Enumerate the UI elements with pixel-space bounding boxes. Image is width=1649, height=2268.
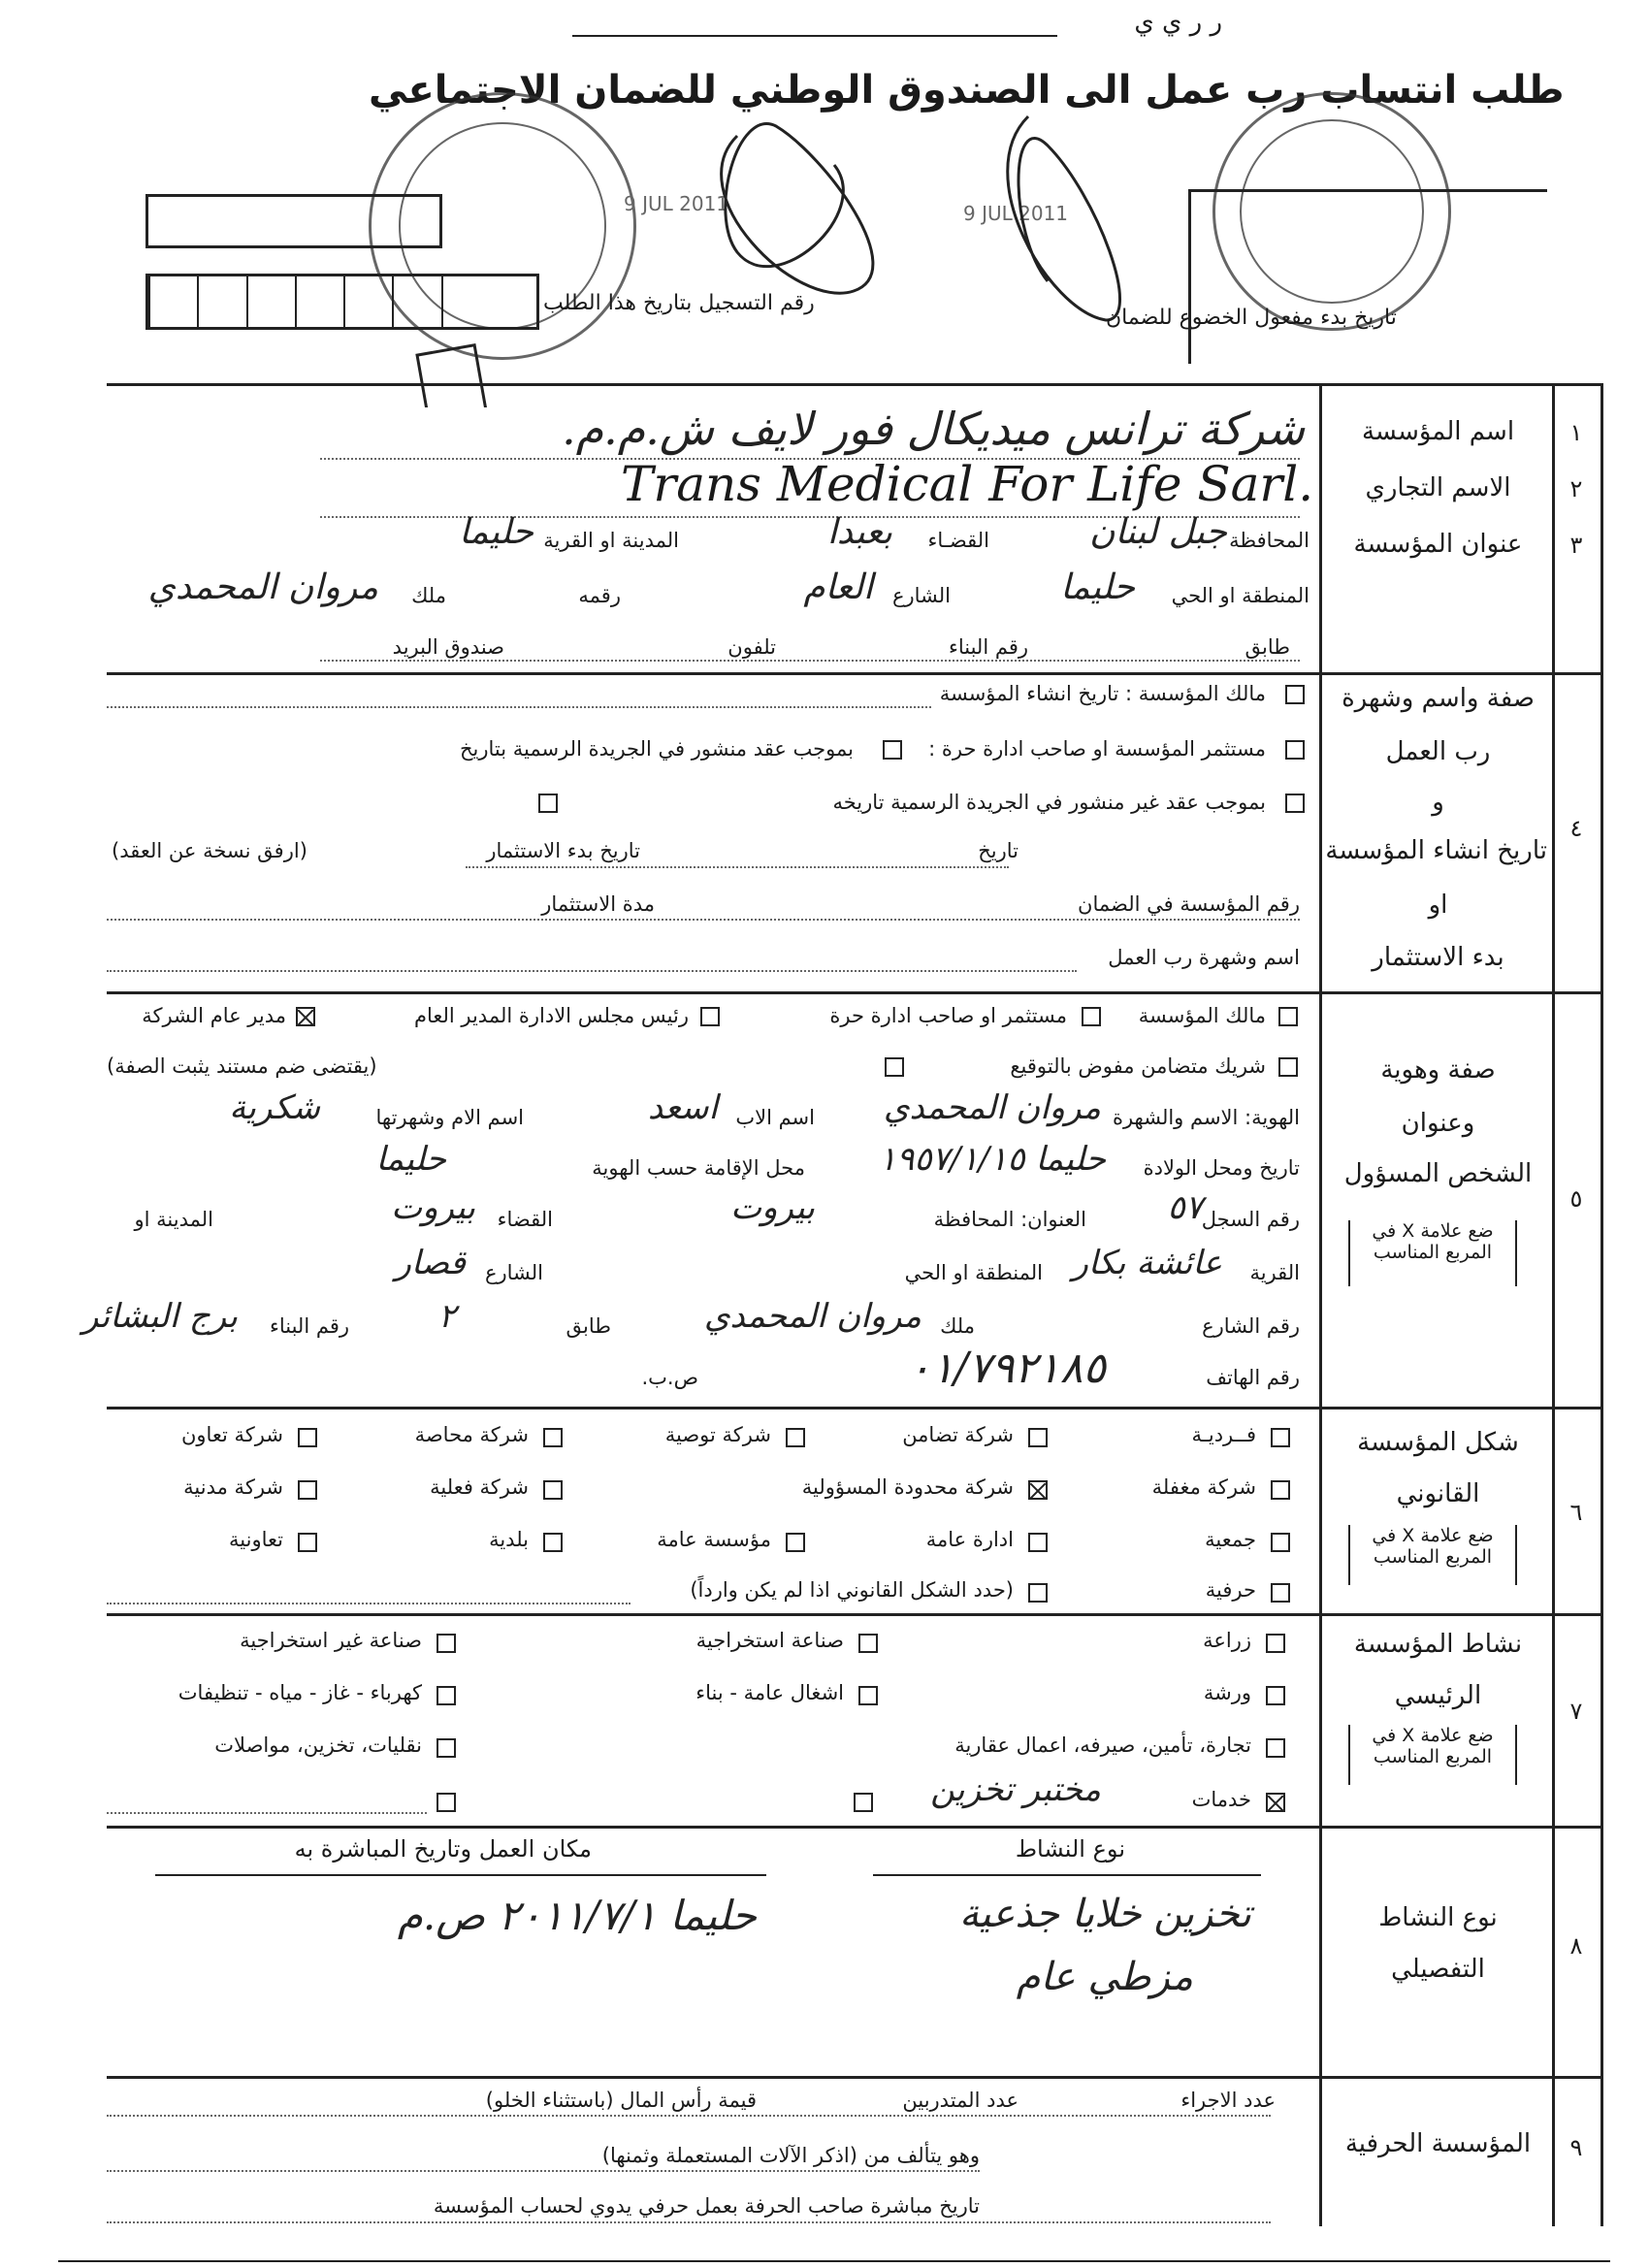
mark-x-note: ضع علامة X في المربع المناسب — [1348, 1220, 1517, 1286]
district-label: القضـاء — [927, 529, 989, 552]
form-public-admin-checkbox[interactable] — [1028, 1533, 1048, 1552]
village-label: القرية — [1249, 1261, 1300, 1284]
section-number-8: ٨ — [1569, 1932, 1583, 1960]
residence-label: محل الإقامة حسب الهوية — [592, 1156, 805, 1180]
form-public-institution-checkbox[interactable] — [786, 1533, 805, 1552]
option-general-manager-checkbox[interactable] — [296, 1007, 315, 1026]
label-and-address: وعنوان — [1401, 1109, 1475, 1138]
area-label: المنطقة او الحي — [1171, 584, 1310, 607]
activity-transport-checkbox[interactable] — [436, 1738, 456, 1758]
form-civil-checkbox[interactable] — [298, 1480, 317, 1500]
activity-agriculture-checkbox[interactable] — [1266, 1634, 1285, 1653]
option-investor-checkbox[interactable] — [1082, 1007, 1101, 1026]
registry-label: رقم السجل — [1201, 1208, 1300, 1231]
phone5-value[interactable]: ٠١/٧٩٢١٨٥ — [908, 1344, 1106, 1393]
mother-value[interactable]: شكرية — [229, 1088, 320, 1127]
top-right-text: ر ر ي ي — [1134, 8, 1222, 37]
district-value[interactable]: بعبدا — [826, 512, 892, 552]
investment-start-label: تاريخ بدء الاستثمار — [486, 839, 640, 862]
option-chairman-label: رئيس مجلس الادارة المدير العام — [413, 1004, 689, 1027]
form-sa-checkbox[interactable] — [1271, 1480, 1290, 1500]
activity-trade-label: تجارة، تأمين، صيرفه، اعمال عقارية — [954, 1733, 1251, 1757]
form-cooperation-label: شركة تعاون — [180, 1423, 283, 1446]
street-label: الشارع — [891, 584, 951, 607]
published-contract-checkbox[interactable] — [883, 740, 902, 760]
row-divider-1 — [107, 383, 1600, 386]
option-investor-label: مستثمر او صاحب ادارة حرة — [829, 1004, 1067, 1027]
form-de-facto-label: شركة فعلية — [430, 1475, 529, 1499]
section-number-4: ٤ — [1569, 815, 1583, 842]
activity-workshop-checkbox[interactable] — [1266, 1686, 1285, 1705]
investor-checkbox[interactable] — [1285, 740, 1305, 760]
form-municipality-checkbox[interactable] — [543, 1533, 563, 1552]
form-joint-venture-label: شركة محاصة — [414, 1423, 529, 1446]
building5-label: رقم البناء — [269, 1314, 349, 1338]
option-owner-label: مالك المؤسسة — [1138, 1004, 1266, 1027]
activity-extractive-label: صناعة استخراجية — [695, 1629, 844, 1652]
row-divider-7 — [107, 1613, 1600, 1616]
employees-count-label: عدد الاجراء — [1180, 2089, 1276, 2112]
row-divider-4 — [107, 672, 1600, 675]
owner-value[interactable]: مروان المحمدي — [147, 567, 378, 607]
area5-label: المنطقة او الحي — [904, 1261, 1043, 1284]
form-cooperative-checkbox[interactable] — [298, 1533, 317, 1552]
coverage-start-label: تاريخ بدء مفعول الخضوع للضمان — [1106, 306, 1397, 330]
number-label: رقمه — [578, 584, 621, 607]
label-company-address: عنوان المؤسسة — [1353, 530, 1523, 559]
signature-left — [722, 124, 873, 294]
village-value[interactable]: عائشة بكار — [1072, 1244, 1222, 1282]
form-llc-checkbox[interactable] — [1028, 1480, 1048, 1500]
stamp-handle — [417, 345, 495, 407]
identity-label: الهوية: الاسم والشهرة — [1112, 1106, 1300, 1129]
label-legal: القانوني — [1396, 1479, 1480, 1508]
row-divider-5 — [107, 991, 1600, 994]
workplace-label: مكان العمل وتاريخ المباشرة به — [294, 1835, 592, 1863]
right-frame — [1600, 383, 1603, 2226]
registry-value[interactable]: ٥٧ — [1167, 1188, 1203, 1227]
city-label: المدينة او القرية — [543, 529, 679, 552]
floor5-value[interactable]: ٢ — [437, 1297, 456, 1336]
trainees-count-label: عدد المتدربين — [902, 2089, 1018, 2112]
section-number-3: ٣ — [1569, 532, 1583, 559]
option-owner-checkbox[interactable] — [1278, 1007, 1298, 1026]
row-divider-8 — [107, 1826, 1600, 1829]
section-number-5: ٥ — [1569, 1185, 1583, 1213]
owner-row-label: مالك المؤسسة : تاريخ انشاء المؤسسة — [939, 682, 1266, 705]
unpublished-contract-checkbox[interactable] — [1285, 794, 1305, 813]
form-limited-partnership-label: شركة توصية — [664, 1423, 771, 1446]
label-employer: رب العمل — [1385, 737, 1491, 766]
city5-label: المدينة او — [134, 1208, 213, 1231]
label-creation-date: تاريخ انشاء المؤسسة — [1325, 836, 1547, 865]
label-investment-start: بدء الاستثمار — [1372, 943, 1504, 972]
floor5-label: طابق — [566, 1314, 611, 1338]
label-activity-type: نوع النشاط — [1378, 1903, 1498, 1932]
activity-extractive-checkbox[interactable] — [858, 1634, 878, 1653]
capital-label: قيمة رأس المال (باستثناء الخلو) — [485, 2089, 757, 2112]
activity-non-extractive-label: صناعة غير استخراجية — [240, 1629, 422, 1652]
activity-type-label: نوع النشاط — [1015, 1835, 1125, 1863]
form-individual-checkbox[interactable] — [1271, 1428, 1290, 1447]
form-solidarity-label: شركة تضامن — [902, 1423, 1014, 1446]
phone-label: تلفون — [728, 635, 776, 659]
unpublished-contract-label: بموجب عقد غير منشور في الجريدة الرسمية تاريخه — [832, 791, 1266, 814]
label-responsible-person: الشخص المسؤول — [1343, 1159, 1533, 1188]
residence-value[interactable]: حليما — [375, 1140, 446, 1179]
form-cooperation-checkbox[interactable] — [298, 1428, 317, 1447]
city-value[interactable]: حليما — [459, 512, 534, 552]
option-general-manager-label: مدير عام الشركة — [142, 1004, 286, 1027]
form-sa-label: شركة مغفلة — [1151, 1475, 1256, 1499]
form-limited-partnership-checkbox[interactable] — [786, 1428, 805, 1447]
workplace-value[interactable]: حليما ٢٠١١/٧/١ ص.م — [397, 1892, 757, 1939]
owner-row-line — [107, 706, 931, 708]
identity-name-value[interactable]: مروان المحمدي — [883, 1088, 1101, 1127]
registration-number-box[interactable] — [146, 274, 539, 330]
signature-right — [1008, 116, 1120, 320]
form-llc-label: شركة محدودة المسؤولية — [801, 1475, 1014, 1499]
pobox5-label: ص.ب. — [641, 1366, 698, 1389]
section-number-2: ٢ — [1569, 475, 1583, 502]
investor-row-label: مستثمر المؤسسة او صاحب ادارة حرة : — [928, 737, 1266, 761]
activity-construction-label: اشغال عامة - بناء — [695, 1681, 844, 1704]
ssn-number-label: رقم المؤسسة في الضمان — [1078, 892, 1300, 916]
label-company-name: اسم المؤسسة — [1361, 417, 1515, 446]
activity-trade-checkbox[interactable] — [1266, 1738, 1285, 1758]
father-value[interactable]: اسعد — [647, 1088, 718, 1127]
governorate-value[interactable]: جبل لبنان — [1089, 512, 1227, 552]
owner5-label: ملك — [940, 1314, 975, 1338]
street5-value[interactable]: قصار — [395, 1244, 466, 1282]
form-cooperative-label: تعاونية — [229, 1528, 283, 1551]
label-main-activity: نشاط المؤسسة — [1353, 1630, 1523, 1659]
section-number-6: ٦ — [1569, 1499, 1583, 1526]
activity-non-extractive-checkbox[interactable] — [436, 1634, 456, 1653]
form-de-facto-checkbox[interactable] — [543, 1480, 563, 1500]
floor-label: طابق — [1245, 635, 1290, 659]
birth-label: تاريخ ومحل الولادة — [1143, 1156, 1300, 1180]
form-association-label: جمعية — [1205, 1528, 1256, 1551]
form-other-line — [107, 1603, 630, 1604]
employer-name-line — [107, 970, 1077, 972]
area-value[interactable]: حليما — [1060, 567, 1135, 607]
street-value[interactable]: العام — [803, 567, 873, 607]
activity-type-value-2[interactable]: مزطي عام — [1016, 1955, 1193, 1999]
label-and: و — [1432, 788, 1444, 817]
pobox-label: صندوق البريد — [392, 635, 504, 659]
activity-services-extra-checkbox[interactable] — [854, 1793, 873, 1812]
activity-construction-checkbox[interactable] — [858, 1686, 878, 1705]
attach-contract-note: (ارفق نسخة عن العقد) — [112, 839, 307, 862]
form-association-checkbox[interactable] — [1271, 1533, 1290, 1552]
birth-value[interactable]: حليما ١٩٥٧/١/١٥ — [878, 1140, 1106, 1179]
workplace-underline — [155, 1874, 766, 1876]
label-detailed: التفصيلي — [1391, 1955, 1485, 1984]
employer-name-label: اسم وشهرة رب العمل — [1108, 946, 1300, 969]
activity-services-label: خدمات — [1191, 1788, 1251, 1811]
number-column-divider — [1552, 383, 1555, 2226]
mother-label: اسم الام وشهرتها — [375, 1106, 524, 1129]
registration-number-label: رقم التسجيل بتاريخ هذا الطلب — [543, 291, 815, 315]
label-employer-title: صفة واسم وشهرة — [1342, 684, 1535, 713]
activity-agriculture-label: زراعة — [1203, 1629, 1251, 1652]
owner-label: ملك — [411, 584, 446, 607]
section-number-9: ٩ — [1569, 2134, 1583, 2161]
owner-checkbox[interactable] — [1285, 685, 1305, 704]
form-title: طلب انتساب رب عمل الى الصندوق الوطني للضمان الاجتماعي — [369, 68, 1565, 113]
form-municipality-label: بلدية — [489, 1528, 529, 1551]
form-craft-label: حرفية — [1205, 1578, 1256, 1602]
option-partner-label: شريك متضامن مفوض بالتوقيع — [1010, 1054, 1266, 1078]
address-gov-label: العنوان: المحافظة — [933, 1208, 1086, 1231]
row-divider-9 — [107, 2076, 1600, 2079]
activity-other-line — [107, 1812, 427, 1814]
header-divider — [1188, 189, 1191, 364]
date-label: تاريخ — [978, 839, 1018, 862]
craft-start-label: تاريخ مباشرة صاحب الحرفة بعمل حرفي يدوي لحساب المؤسسة — [433, 2194, 980, 2218]
employees-line — [107, 2115, 1271, 2117]
label-legal-form: شكل المؤسسة — [1357, 1428, 1519, 1457]
row-divider-6 — [107, 1407, 1600, 1409]
unpublished-date-checkbox[interactable] — [538, 794, 558, 813]
activity-utilities-checkbox[interactable] — [436, 1686, 456, 1705]
form-civil-label: شركة مدنية — [183, 1475, 283, 1499]
date-line — [466, 866, 1009, 868]
activity-other-checkbox[interactable] — [436, 1793, 456, 1812]
label-craft-institution: المؤسسة الحرفية — [1344, 2129, 1532, 2158]
published-contract-label: بموجب عقد منشور في الجريدة الرسمية بتاريخ — [459, 737, 854, 761]
district5-value[interactable]: بيروت — [391, 1188, 475, 1227]
section-number-1: ١ — [1569, 419, 1583, 446]
mark-x-note-7: ضع علامة X في المربع المناسب — [1348, 1725, 1517, 1785]
form-public-admin-label: ادارة عامة — [925, 1528, 1014, 1551]
label-column-divider — [1319, 383, 1322, 2226]
machines-label: وهو يتألف من (اذكر الآلات المستعملة وثمنها) — [601, 2144, 980, 2167]
activity-services-checkbox[interactable] — [1266, 1793, 1285, 1812]
ssn-line — [107, 919, 1300, 921]
stamp-date-right: 9 JUL 2011 — [963, 202, 1069, 225]
form-other-checkbox[interactable] — [1028, 1583, 1048, 1603]
label-or: او — [1428, 891, 1448, 920]
activity-workshop-label: ورشة — [1203, 1681, 1251, 1704]
trade-name-value[interactable]: Trans Medical For Life Sarl. — [621, 456, 1314, 512]
form-other-label: (حدد الشكل القانوني اذا لم يكن وارداً) — [690, 1578, 1014, 1602]
district5-label: القضاء — [497, 1208, 553, 1231]
phone5-label: رقم الهاتف — [1206, 1366, 1300, 1389]
form-joint-venture-checkbox[interactable] — [543, 1428, 563, 1447]
option-partner-checkbox[interactable] — [1278, 1057, 1298, 1077]
investment-duration-label: مدة الاستثمار — [541, 892, 655, 916]
option-proof-checkbox[interactable] — [885, 1057, 904, 1077]
label-trade-name: الاسم التجاري — [1365, 473, 1511, 502]
building5-value[interactable]: برج البشائر — [82, 1297, 238, 1336]
form-individual-label: فــرديـة — [1191, 1423, 1256, 1446]
bottom-rule — [58, 2260, 1610, 2262]
activity-utilities-label: كهرباء - غاز - مياه - تنظيفات — [178, 1681, 422, 1704]
mark-x-note-6: ضع علامة X في المربع المناسب — [1348, 1525, 1517, 1585]
form-public-institution-label: مؤسسة عامة — [657, 1528, 771, 1551]
header-box-top — [1188, 189, 1547, 192]
label-responsible-identity: صفة وهوية — [1380, 1055, 1496, 1085]
company-name-value[interactable]: شركة ترانس ميديكال فور لايف ش.م.م. — [562, 403, 1305, 455]
form-solidarity-checkbox[interactable] — [1028, 1428, 1048, 1447]
governorate-label: المحافظة — [1229, 529, 1310, 552]
activity-transport-label: نقليات، تخزين، مواصلات — [214, 1733, 422, 1757]
section-number-7: ٧ — [1569, 1698, 1583, 1725]
address-gov-value[interactable]: بيروت — [730, 1188, 815, 1227]
activity-type-underline — [873, 1874, 1261, 1876]
owner5-value[interactable]: مروان المحمدي — [703, 1297, 922, 1336]
machines-line — [107, 2170, 980, 2172]
label-main: الرئيسي — [1394, 1681, 1482, 1710]
coverage-number-box[interactable] — [146, 194, 442, 248]
option-proof-label: (يقتضى ضم مستند يثبت الصفة) — [107, 1054, 377, 1078]
craft-start-line — [107, 2221, 1271, 2223]
activity-type-value[interactable]: تخزين خلايا جذعية — [958, 1892, 1251, 1936]
form-craft-checkbox[interactable] — [1271, 1583, 1290, 1603]
street-no-label: رقم الشارع — [1202, 1314, 1300, 1338]
address-line — [320, 660, 1300, 662]
stamp-date-left: 9 JUL 2011 — [624, 192, 729, 215]
street5-label: الشارع — [484, 1261, 543, 1284]
building-label: رقم البناء — [948, 635, 1028, 659]
father-label: اسم الاب — [735, 1106, 815, 1129]
option-chairman-checkbox[interactable] — [700, 1007, 720, 1026]
activity-services-detail[interactable]: مختبر تخزين — [930, 1770, 1101, 1809]
